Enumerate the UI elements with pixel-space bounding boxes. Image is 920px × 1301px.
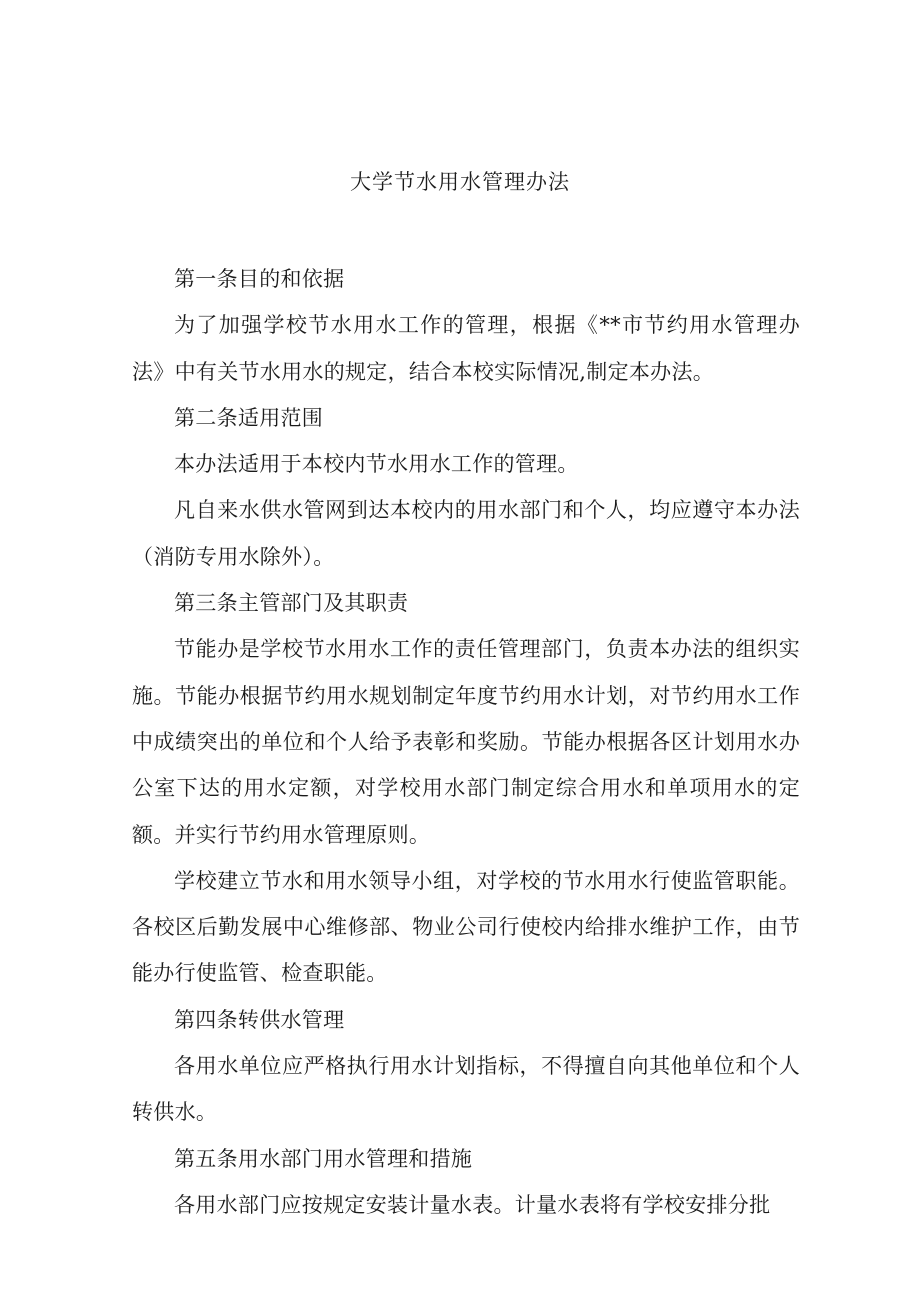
article-2-paragraph-2: 凡自来水供水管网到达本校内的用水部门和个人，均应遵守本办法（消防专用水除外）。 — [132, 498, 800, 569]
article-5-heading: 第五条用水部门用水管理和措施 — [174, 1146, 473, 1171]
article-5-paragraph: 各用水部门应按规定安装计量水表。计量水表将有学校安排分批 — [174, 1192, 771, 1217]
article-3-paragraph-2: 学校建立节水和用水领导小组，对学校的节水用水行使监管职能。各校区后勤发展中心维修部、物业公司行使校内给排水维护工作，由节能办行使监管、检查职能。 — [132, 868, 800, 986]
article-1-paragraph: 为了加强学校节水用水工作的管理，根据《**市节约用水管理办法》中有关节水用水的规定，结合本校实际情况,制定本办法。 — [132, 313, 800, 384]
article-4-paragraph: 各用水单位应严格执行用水计划指标，不得擅自向其他单位和个人转供水。 — [132, 1054, 800, 1125]
article-4-heading: 第四条转供水管理 — [174, 1007, 345, 1032]
article-3-paragraph-1: 节能办是学校节水用水工作的责任管理部门，负责本办法的组织实施。节能办根据节约用水规划制定年度节约用水计划，对节约用水工作中成绩突出的单位和个人给予表彰和奖励。节能办根据各区计划用水办公室下达的用水定额，对学校用水部门制定综合用水和单项用水的定额。并实行节约用水管理原则。 — [132, 637, 800, 847]
document-title: 大学节水用水管理办法 — [350, 170, 570, 194]
article-2-heading: 第二条适用范围 — [174, 405, 324, 430]
article-1-heading: 第一条目的和依据 — [174, 267, 345, 291]
article-3-heading: 第三条主管部门及其职责 — [174, 591, 409, 616]
article-2-paragraph-1: 本办法适用于本校内节水用水工作的管理。 — [174, 452, 579, 477]
document-body — [132, 256, 800, 1228]
